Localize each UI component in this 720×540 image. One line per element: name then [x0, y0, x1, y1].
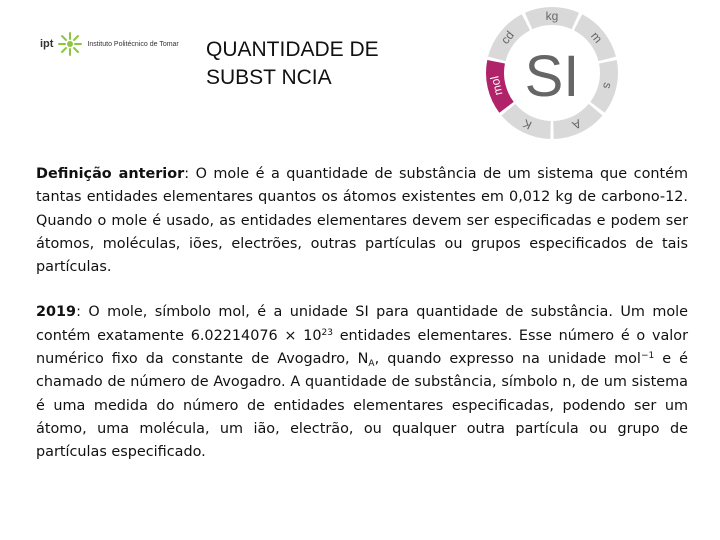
si-unit-label-m: m	[587, 29, 606, 46]
paragraph-lead: 2019	[36, 304, 77, 321]
paragraph-2019-definition	[36, 301, 688, 464]
slide-title	[206, 36, 379, 92]
si-center-text: SI	[524, 44, 580, 109]
si-unit-label-K: K	[520, 116, 534, 133]
exponent: 23	[321, 327, 333, 338]
paragraph-text: : O mole é a quantidade de substância de um sistema que contém tantas entidades elementares quantos os átomos existentes em 0,012 kg de carbono-12. Quando o mole é usado, as entidades elementares devem ser especificadas e podem ser átomos, moléculas, iões, electrões, outras partículas ou grupos especificados de tais partículas.	[36, 166, 689, 276]
paragraph-text: e é chamado de número de Avogadro. A quantidade de substância, símbolo n, de um sistema é uma medida do número de entidades elementares especificadas, podendo ser um átomo, uma molécula, um ião, electrão, ou qualquer outra partícula ou grupo de partículas especificado.	[36, 351, 689, 461]
si-unit-label-cd: cd	[498, 28, 517, 47]
logo-name: Instituto Politécnico de Tomar	[87, 40, 179, 48]
title-line-2: SUBST NCIA	[206, 66, 332, 89]
exponent: −1	[640, 351, 655, 362]
subscript: A	[368, 359, 375, 370]
paragraph-lead: Definição anterior	[36, 166, 185, 182]
ipt-logo	[40, 30, 179, 58]
si-unit-label-A: A	[570, 116, 584, 133]
paragraph-text: entidades elementares. Esse número é o valor numérico fixo da constante de Avogadro, N	[36, 327, 688, 368]
paragraph-previous-definition	[36, 163, 688, 279]
logo-abbr: ipt	[40, 38, 54, 50]
si-unit-label-kg: kg	[545, 9, 559, 23]
slide-body	[36, 163, 688, 465]
paragraph-text: : O mole, símbolo mol, é a unidade SI para quantidade de substância. Um mole contém exatamente 6.02214076 × 10	[36, 304, 688, 344]
sunburst-icon	[57, 31, 83, 57]
si-wheel	[482, 3, 622, 143]
si-units-logo	[482, 3, 622, 143]
title-line-1: QUANTIDADE DE	[206, 38, 379, 61]
si-unit-label-mol: mol	[487, 74, 506, 97]
paragraph-text: , quando expresso na unidade mol	[374, 351, 641, 368]
si-unit-label-s: s	[600, 81, 616, 91]
